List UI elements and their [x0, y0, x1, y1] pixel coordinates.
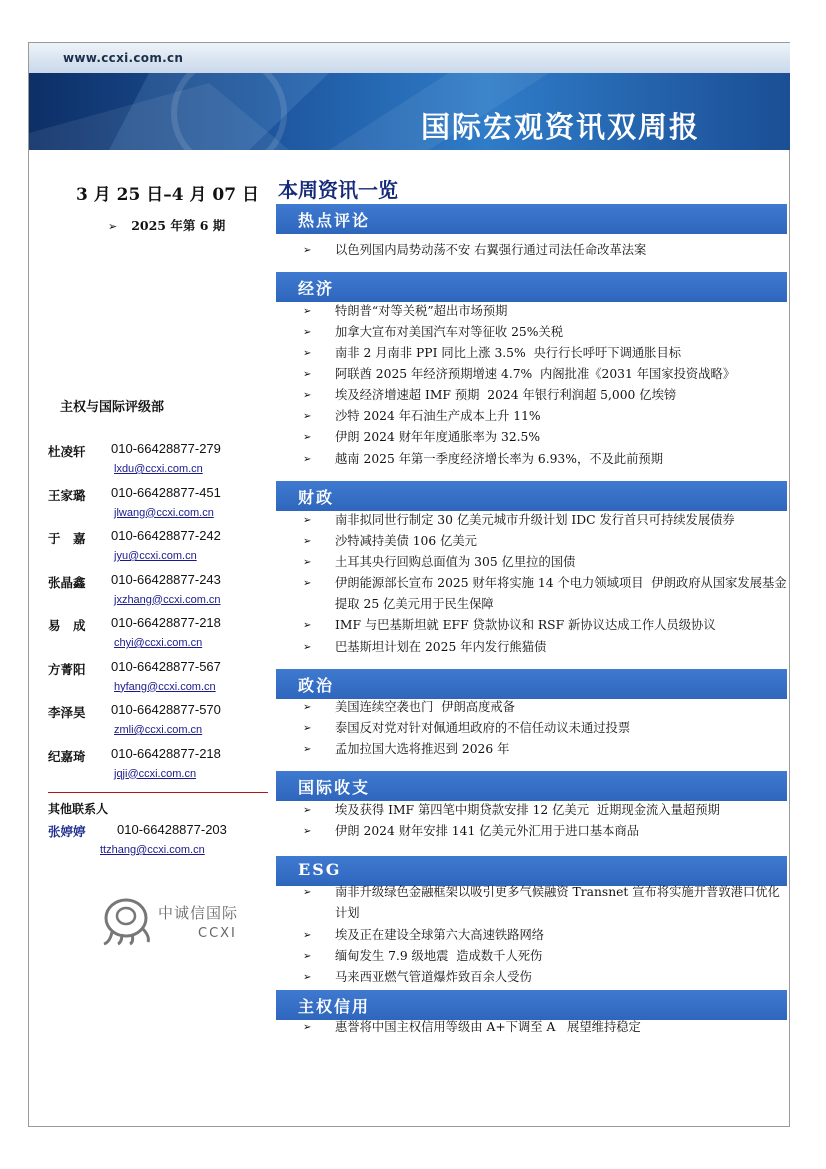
divider-rule: [48, 792, 268, 793]
contact-phone: 010-66428877-243: [111, 571, 221, 587]
news-item[interactable]: [303, 967, 793, 988]
arrowhead-bullet-icon: ➢: [303, 245, 312, 256]
arrowhead-bullet-icon: ➢: [303, 515, 312, 526]
news-item-text: 美国连续空袭也门 伊朗高度戒备: [335, 700, 515, 714]
arrowhead-bullet-icon: ➢: [303, 642, 312, 653]
issue-label: 2025 年第 6 期: [131, 218, 226, 233]
contact-name: 李泽昊: [48, 705, 86, 720]
news-item-text: IMF 与巴基斯坦就 EFF 贷款协议和 RSF 新协议达成工作人员级协议: [335, 618, 716, 632]
arrowhead-bullet-icon: ➢: [303, 306, 312, 317]
contact-phone: 010-66428877-218: [111, 745, 221, 761]
news-item[interactable]: [303, 697, 793, 718]
arrowhead-bullet-icon: ➢: [303, 327, 312, 338]
news-item-text: 阿联酋 2025 年经济预期增速 4.7% 内阁批准《2031 年国家投资战略》: [335, 367, 736, 381]
section-header-sovereign-credit: [276, 990, 787, 1020]
other-contact-phone: 010-66428877-203: [117, 822, 227, 837]
news-item-text: 沙特减持美债 106 亿美元: [335, 534, 477, 548]
arrowhead-bullet-icon: ➢: [303, 930, 312, 941]
arrowhead-bullet-icon: ➢: [303, 411, 312, 422]
section-title: 国际收支: [298, 778, 371, 797]
contact-entry: [48, 529, 278, 573]
contact-email[interactable]: jyu@ccxi.com.cn: [114, 550, 197, 562]
arrowhead-bullet-icon: ➢: [303, 1022, 312, 1033]
department-name: 主权与国际评级部: [60, 400, 165, 415]
contact-entry: [48, 616, 278, 660]
arrowhead-bullet-icon: ➢: [303, 744, 312, 755]
news-item[interactable]: [303, 821, 793, 842]
arrowhead-bullet-icon: ➢: [108, 220, 118, 233]
news-item-text: 伊朗 2024 财年安排 141 亿美元外汇用于进口基本商品: [335, 824, 640, 838]
news-item[interactable]: [303, 925, 793, 946]
section-header-economy: [276, 272, 787, 302]
arrowhead-bullet-icon: ➢: [303, 887, 312, 898]
contact-phone: 010-66428877-242: [111, 528, 221, 543]
news-item-text: 泰国反对党对针对佩通坦政府的不信任动议未通过投票: [335, 721, 631, 735]
contact-phone: 010-66428877-279: [111, 441, 221, 456]
news-item[interactable]: [303, 385, 793, 406]
week-summary-title: 本周资讯一览: [278, 178, 398, 202]
section-title: 经济: [298, 279, 335, 298]
contact-email[interactable]: lxdu@ccxi.com.cn: [114, 463, 203, 475]
contact-entry: [48, 747, 278, 791]
news-item[interactable]: [303, 573, 791, 615]
contact-list: [48, 442, 278, 790]
contact-email[interactable]: jlwang@ccxi.com.cn: [114, 506, 214, 519]
other-contact-name: 张婷婷: [48, 824, 86, 839]
arrowhead-bullet-icon: ➢: [303, 432, 312, 443]
news-item-text: 越南 2025 年第一季度经济增长率为 6.93%，不及此前预期: [335, 452, 664, 466]
contact-phone: 010-66428877-451: [111, 484, 221, 500]
contact-phone: 010-66428877-570: [111, 702, 221, 717]
news-item[interactable]: [303, 406, 793, 427]
contact-name: 纪嘉琦: [48, 748, 86, 764]
contact-email[interactable]: chyi@ccxi.com.cn: [114, 637, 203, 649]
contact-phone: 010-66428877-218: [111, 615, 221, 630]
section-title: ESG: [298, 860, 342, 879]
news-item-text: 埃及正在建设全球第六大高速铁路网络: [335, 928, 545, 942]
report-title: 国际宏观资讯双周报: [420, 110, 700, 144]
news-item[interactable]: [303, 343, 793, 364]
news-item[interactable]: [303, 427, 793, 448]
arrowhead-bullet-icon: ➢: [303, 536, 312, 547]
arrowhead-bullet-icon: ➢: [303, 620, 312, 631]
arrowhead-bullet-icon: ➢: [303, 390, 312, 401]
other-contact-label: 其他联系人: [48, 802, 109, 816]
contact-name: 杜凌轩: [48, 444, 86, 459]
news-item-text: 马来西亚燃气管道爆炸致百余人受伤: [335, 970, 532, 984]
news-item[interactable]: [303, 739, 793, 760]
contact-entry: [48, 660, 278, 704]
header-banner: [29, 43, 790, 150]
news-item-text: 特朗普“对等关税”超出市场预期: [335, 304, 508, 318]
section-header-politics: [276, 669, 787, 699]
arrowhead-bullet-icon: ➢: [303, 723, 312, 734]
contact-email[interactable]: zmli@ccxi.com.cn: [114, 724, 203, 736]
news-item[interactable]: [303, 882, 791, 924]
contact-name: 方菁阳: [48, 661, 86, 677]
contact-email[interactable]: jqji@ccxi.com.cn: [114, 767, 197, 780]
news-item-text: 缅甸发生 7.9 级地震 造成数千人死伤: [335, 949, 543, 963]
logo-chinese-text: 中诚信国际: [158, 904, 239, 922]
contact-entry: [48, 573, 278, 617]
news-item[interactable]: [303, 1017, 793, 1038]
arrowhead-bullet-icon: ➢: [303, 972, 312, 983]
news-item-text: 伊朗 2024 财年年度通胀率为 32.5%: [335, 430, 541, 444]
section-title: 热点评论: [298, 211, 371, 230]
arrowhead-bullet-icon: ➢: [303, 348, 312, 359]
arrowhead-bullet-icon: ➢: [303, 557, 312, 568]
section-header-hot-topics: [276, 204, 787, 234]
news-item[interactable]: [303, 637, 793, 658]
arrowhead-bullet-icon: ➢: [303, 805, 312, 816]
logo-english-text: CCXI: [198, 926, 237, 941]
contact-name: 易 成: [48, 618, 86, 633]
news-item[interactable]: [303, 615, 793, 636]
section-header-fiscal: [276, 481, 787, 511]
contact-name: 张晶鑫: [48, 574, 86, 590]
arrowhead-bullet-icon: ➢: [303, 951, 312, 962]
date-range: 3 月 25 日–4 月 07 日: [76, 185, 259, 205]
issue-number: [108, 216, 225, 234]
contact-name: 王家璐: [48, 487, 86, 503]
news-item[interactable]: [303, 240, 793, 261]
section-title: 主权信用: [298, 997, 371, 1016]
news-item[interactable]: [303, 800, 793, 821]
contact-entry: [48, 442, 278, 486]
other-contact-email[interactable]: ttzhang@ccxi.com.cn: [100, 844, 205, 856]
arrowhead-bullet-icon: ➢: [303, 369, 312, 380]
news-item-text: 南非拟同世行制定 30 亿美元城市升级计划 IDC 发行首只可持续发展债券: [335, 513, 735, 527]
logo-mark-icon: [100, 896, 156, 946]
ccxi-logo: [100, 896, 260, 946]
news-item[interactable]: [303, 449, 793, 470]
section-header-balance-of-payments: [276, 771, 787, 801]
news-item[interactable]: [303, 301, 793, 322]
news-item[interactable]: [303, 946, 793, 967]
contact-phone: 010-66428877-567: [111, 658, 221, 674]
contact-email[interactable]: hyfang@ccxi.com.cn: [114, 680, 216, 693]
contact-entry: [48, 486, 278, 530]
news-item[interactable]: [303, 552, 793, 573]
website-url[interactable]: www.ccxi.com.cn: [63, 51, 184, 65]
news-item-text: 埃及获得 IMF 第四笔中期贷款安排 12 亿美元 近期现金流入量超预期: [335, 803, 720, 817]
section-title: 政治: [298, 676, 335, 695]
arrowhead-bullet-icon: ➢: [303, 578, 312, 589]
news-item-text: 南非升级绿色金融框架以吸引更多气候融资 Transnet 宣布将实施开普敦港口优化计划: [335, 885, 780, 920]
section-title: 财政: [298, 488, 335, 507]
news-item[interactable]: [303, 531, 793, 552]
arrowhead-bullet-icon: ➢: [303, 826, 312, 837]
news-item-text: 巴基斯坦计划在 2025 年内发行熊猫债: [335, 640, 547, 654]
news-item-text: 南非 2 月南非 PPI 同比上涨 3.5% 央行行长呼吁下调通胀目标: [335, 346, 682, 360]
arrowhead-bullet-icon: ➢: [303, 702, 312, 713]
news-item[interactable]: [303, 322, 793, 343]
news-item-text: 惠誉将中国主权信用等级由 A+下调至 A 展望维持稳定: [335, 1020, 641, 1034]
news-item-text: 孟加拉国大选将推迟到 2026 年: [335, 742, 510, 756]
news-item[interactable]: [303, 718, 793, 739]
news-item[interactable]: [303, 510, 793, 531]
news-item-text: 土耳其央行回购总面值为 305 亿里拉的国债: [335, 555, 576, 569]
news-item-text: 伊朗能源部长宣布 2025 财年将实施 14 个电力领域项目 伊朗政府从国家发展基金提取 25 亿美元用于民生保障: [335, 576, 787, 611]
arrowhead-bullet-icon: ➢: [303, 454, 312, 465]
news-item[interactable]: [303, 364, 793, 385]
news-item-text: 加拿大宣布对美国汽车对等征收 25%关税: [335, 325, 563, 339]
contact-entry: [48, 703, 278, 747]
news-item-text: 以色列国内局势动荡不安 右翼强行通过司法任命改革法案: [335, 243, 647, 257]
contact-name: 于 嘉: [48, 531, 86, 546]
news-item-text: 埃及经济增速超 IMF 预期 2024 年银行利润超 5,000 亿埃镑: [335, 388, 677, 402]
contact-email[interactable]: jxzhang@ccxi.com.cn: [114, 593, 221, 606]
news-item-text: 沙特 2024 年石油生产成本上升 11%: [335, 409, 541, 423]
